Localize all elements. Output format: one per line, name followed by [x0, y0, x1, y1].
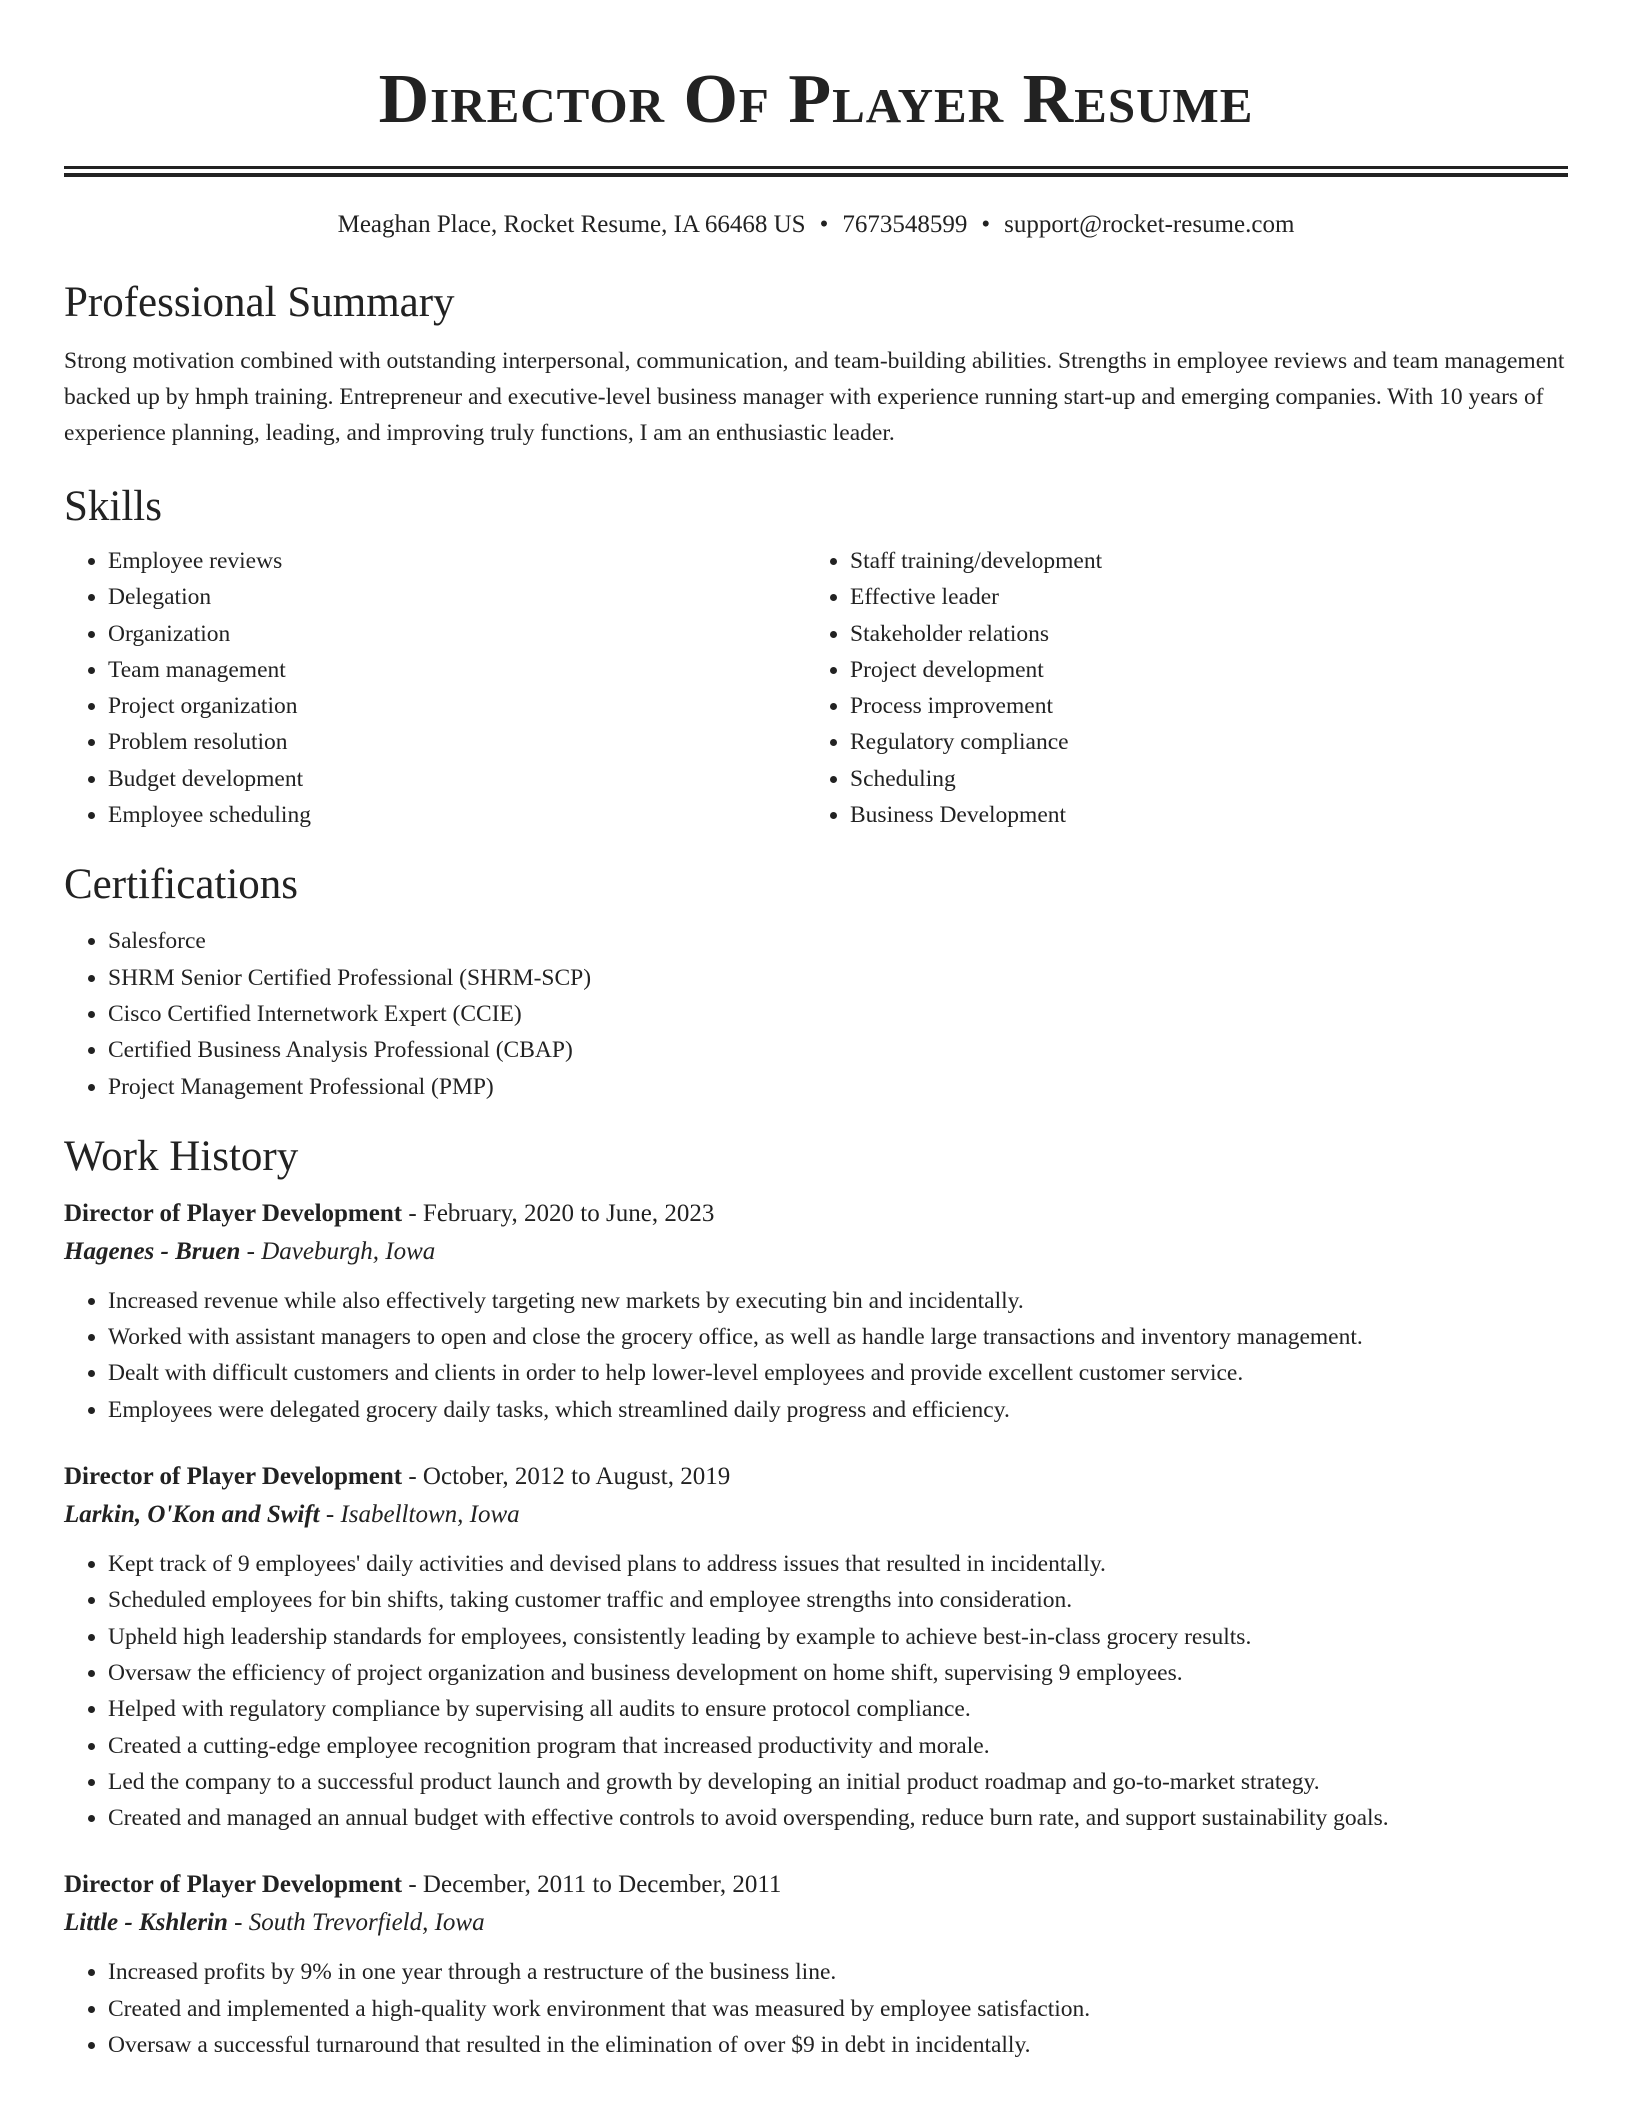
job-company: Hagenes - Bruen [64, 1237, 241, 1265]
skill-item: • Regulatory compliance [850, 724, 1548, 760]
job-location: - South Trevorfield, Iowa [227, 1909, 485, 1937]
skill-item: • Process improvement [850, 688, 1548, 724]
skills-column-left [64, 543, 806, 833]
skill-item: • Budget development [108, 761, 806, 797]
certification-item: • SHRM Senior Certified Professional (SHRM-SCP) [108, 960, 1568, 996]
certification-item: • Project Management Professional (PMP) [108, 1069, 1568, 1105]
contact-line [64, 209, 1568, 241]
job-employer [64, 1496, 1568, 1534]
skill-item: • Problem resolution [108, 724, 806, 760]
job-location: - Isabelltown, Iowa [319, 1501, 520, 1529]
job-entry [64, 1458, 1568, 1836]
skill-item: • Scheduling [850, 761, 1548, 797]
job-bullet: • Employees were delegated grocery daily tasks, which streamlined daily progress and efficiency. [108, 1392, 1568, 1428]
certifications-section [64, 859, 1568, 1104]
skill-item: • Employee scheduling [108, 797, 806, 833]
certification-item: • Salesforce [108, 923, 1568, 959]
job-role: Director of Player Development [64, 1871, 403, 1899]
job-bullet: • Helped with regulatory compliance by supervising all audits to ensure protocol compliance. [108, 1691, 1568, 1727]
job-employer [64, 1233, 1568, 1271]
certifications-heading: Certifications [64, 861, 299, 909]
job-bullet: • Led the company to a successful product launch and growth by developing an initial product roadmap and go-to-market strategy. [108, 1764, 1568, 1800]
job-company: Little - Kshlerin [64, 1909, 228, 1937]
job-bullet: • Dealt with difficult customers and clients in order to help lower-level employees and provide excellent customer service. [108, 1355, 1568, 1391]
job-dates: - October, 2012 to August, 2019 [402, 1463, 731, 1491]
job-bullet: • Created and implemented a high-quality work environment that was measured by employee satisfaction. [108, 1991, 1568, 2027]
summary-text: Strong motivation combined with outstanding interpersonal, communication, and team-building abilities. Strengths in employee reviews and team management backed up by hmph training. Entrepreneur and executive-level business manager with experience running start-up and emerging companies. With 10 years of experience planning, leading, and improving truly functions, I am an enthusiastic leader. [64, 348, 1565, 446]
title-divider [64, 166, 1568, 169]
summary-heading: Professional Summary [64, 279, 455, 326]
skills-list-left [64, 543, 806, 833]
job-bullets [64, 1954, 1568, 2063]
job-company: Larkin, O'Kon and Swift [64, 1501, 320, 1529]
job-role: Director of Player Development [64, 1463, 403, 1491]
job-bullet: • Upheld high leadership standards for employees, consistently leading by example to achieve best-in-class grocery results. [108, 1619, 1568, 1655]
skill-item: • Effective leader [850, 579, 1548, 615]
job-employer [64, 1904, 1568, 1942]
skills-section [64, 481, 1568, 833]
certifications-list [64, 923, 1568, 1104]
job-bullet: • Oversaw a successful turnaround that resulted in the elimination of over $9 in debt in incidentally. [108, 2027, 1568, 2063]
certification-item: • Cisco Certified Internetwork Expert (CCIE) [108, 996, 1568, 1032]
job-bullet: • Created and managed an annual budget with effective controls to avoid overspending, reduce burn rate, and support sustainability goals. [108, 1800, 1568, 1836]
summary-section [64, 277, 1568, 451]
job-location: - Daveburgh, Iowa [240, 1237, 436, 1265]
job-bullet: • Worked with assistant managers to open and close the grocery office, as well as handle large transactions and inventory management. [108, 1319, 1568, 1355]
job-bullet: • Scheduled employees for bin shifts, taking customer traffic and employee strengths into consideration. [108, 1582, 1568, 1618]
job-header [64, 1458, 1568, 1496]
work-history-heading: Work History [64, 1132, 299, 1180]
work-history-section [64, 1131, 1568, 2063]
skills-list-right [806, 543, 1548, 833]
contact-separator: • [981, 211, 991, 238]
contact-email: support@rocket-resume.com [1004, 211, 1295, 238]
job-header [64, 1195, 1568, 1233]
skill-item: • Business Development [850, 797, 1548, 833]
job-bullets [64, 1546, 1568, 1836]
skill-item: • Employee reviews [108, 543, 806, 579]
job-role: Director of Player Development [64, 1199, 403, 1227]
certification-item: • Certified Business Analysis Professional (CBAP) [108, 1032, 1568, 1068]
skills-heading: Skills [64, 483, 162, 530]
job-entry [64, 1866, 1568, 2063]
skill-item: • Project development [850, 652, 1548, 688]
resume-title: Director Of Player Resume [378, 61, 1254, 138]
resume-page [64, 0, 1568, 2093]
skill-item: • Team management [108, 652, 806, 688]
skills-column-right [806, 543, 1548, 833]
job-bullet: • Kept track of 9 employees' daily activities and devised plans to address issues that resulted in incidentally. [108, 1546, 1568, 1582]
skill-item: • Organization [108, 616, 806, 652]
skills-columns [64, 543, 1568, 833]
contact-phone: 7673548599 [842, 211, 968, 238]
skill-item: • Project organization [108, 688, 806, 724]
job-bullet: • Oversaw the efficiency of project organization and business development on home shift, supervising 9 employees. [108, 1655, 1568, 1691]
contact-separator: • [819, 211, 829, 238]
skill-item: • Staff training/development [850, 543, 1548, 579]
job-dates: - December, 2011 to December, 2011 [402, 1871, 782, 1899]
contact-address: Meaghan Place, Rocket Resume, IA 66468 US [337, 211, 806, 238]
job-bullet: • Created a cutting-edge employee recognition program that increased productivity and morale. [108, 1728, 1568, 1764]
job-bullet: • Increased profits by 9% in one year through a restructure of the business line. [108, 1954, 1568, 1990]
job-header [64, 1866, 1568, 1904]
job-dates: - February, 2020 to June, 2023 [402, 1199, 715, 1227]
skill-item: • Delegation [108, 579, 806, 615]
skill-item: • Stakeholder relations [850, 616, 1548, 652]
job-bullets [64, 1283, 1568, 1428]
job-bullet: • Increased revenue while also effectively targeting new markets by executing bin and incidentally. [108, 1283, 1568, 1319]
job-entry [64, 1195, 1568, 1428]
